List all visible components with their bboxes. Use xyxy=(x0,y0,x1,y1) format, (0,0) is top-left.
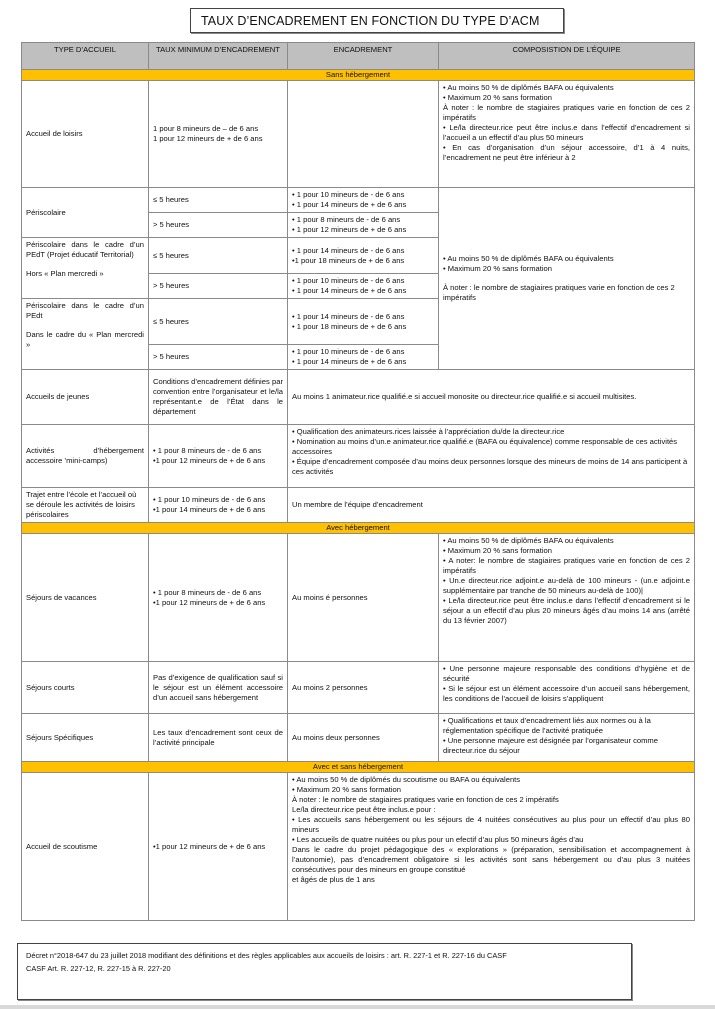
duree-cell: > 5 heures xyxy=(149,345,288,370)
type-cell: Accueil de loisirs xyxy=(22,81,149,188)
table-row xyxy=(22,81,695,188)
encadrement-line: •1 pour 18 mineurs de + de 6 ans xyxy=(292,255,405,265)
encadrement-line: • 1 pour 14 mineurs de + de 6 ans xyxy=(292,286,407,296)
composition-line: • Le/la directeur.rice peut être inclus.e dans l’effectif d’encadrement si le séjour a un effectif d’au plus 20 mineurs âgés d’au moins 14 ans (arrêté du 13 février 2007) xyxy=(443,596,690,626)
duree-cell: ≤ 5 heures xyxy=(149,299,288,345)
taux-cell: Les taux d’encadrement sont ceux de l’activité principale xyxy=(149,714,288,762)
encadrement-cell xyxy=(288,188,439,213)
composition-line: • En cas d’organisation d’un séjour accessoire, d’1 à 4 nuits, l’encadrement ne peut être inférieur à 2 xyxy=(443,143,690,163)
type-cell: Activités d’hébergement accessoire ’mini-camps) xyxy=(22,425,149,488)
table-row xyxy=(22,370,695,425)
encadrement-cell xyxy=(288,81,439,188)
encadrement-line: • 1 pour 14 mineurs de - de 6 ans xyxy=(292,245,405,255)
encadrement-cell xyxy=(288,213,439,238)
composition-line: • Au moins 50 % de diplômés du scoutisme ou BAFA ou équivalents xyxy=(292,775,521,785)
encadrement-cell: Au moins deux personnes xyxy=(288,714,439,762)
type-cell: Séjours de vacances xyxy=(22,534,149,662)
encadrement-cell xyxy=(288,425,695,488)
composition-line: • Au moins 50 % de diplômés BAFA ou équivalents xyxy=(443,254,614,264)
type-cell: Séjours courts xyxy=(22,662,149,714)
header-type-accueil: TYPE D’ACCUEIL xyxy=(22,43,149,70)
encadrement-line: • 1 pour 14 mineurs de + de 6 ans xyxy=(292,200,407,210)
page-bottom-divider xyxy=(0,1005,715,1009)
duree-cell: ≤ 5 heures xyxy=(149,238,288,274)
encadrement-line: • 1 pour 10 mineurs de - de 6 ans xyxy=(292,190,405,199)
table-row xyxy=(22,188,695,213)
type-cell xyxy=(22,238,149,299)
composition-line: À noter : le nombre de stagiaires pratiques varie en fonction de ces 2 impératifs xyxy=(443,103,690,123)
section-row xyxy=(22,523,695,534)
composition-cell xyxy=(288,773,695,921)
composition-line: • Les accueils de quatre nuitées ou plus pour un efectif d’au plus 50 mineurs âgés d’au xyxy=(292,835,584,845)
encadrement-line: • 1 pour 8 mineurs de - de 6 ans xyxy=(292,215,401,225)
type-cell: Accueil de scoutisme xyxy=(22,773,149,921)
duree-cell: > 5 heures xyxy=(149,274,288,299)
table-row xyxy=(22,714,695,762)
composition-line: • Au moins 50 % de diplômés BAFA ou équivalents xyxy=(443,83,614,92)
taux-cell xyxy=(149,81,288,188)
taux-cell xyxy=(149,488,288,523)
encadrement-line: • Qualification des animateurs.rices laissée à l’appréciation du/de la directeur.rice xyxy=(292,427,565,437)
encadrement-line: • Équipe d’encadrement composée d’au moins deux personnes lorsque des mineurs de moins de 14 ans participent à ces activités xyxy=(292,457,688,477)
section-row xyxy=(22,762,695,773)
encadrement-line: • Nomination au moins d’un.e animateur.rice qualifié.e (BAFA ou équivalence) comme responsable de ces activités accessoires xyxy=(292,437,678,457)
taux-line: •1 pour 12 mineurs de + de 6 ans xyxy=(153,597,266,607)
taux-cell: •1 pour 12 mineurs de + de 6 ans xyxy=(149,773,288,921)
type-cell: Séjours Spécifiques xyxy=(22,714,149,762)
footer-line: Décret n°2018-647 du 23 juillet 2018 modifiant des définitions et des règles applicables aux accueils de loisirs : art. R. 227-1 et R. 227-16 du CASF xyxy=(26,951,507,960)
type-cell: Accueils de jeunes xyxy=(22,370,149,425)
taux-line: • 1 pour 8 mineurs de - de 6 ans xyxy=(153,587,262,597)
encadrement-line: • 1 pour 10 mineurs de - de 6 ans xyxy=(292,276,405,286)
composition-line: À noter : le nombre de stagiaires pratiques varie en fonction de ces 2 impératifs xyxy=(443,283,675,303)
section-avec-hebergement: Avec hébergement xyxy=(22,523,695,534)
legal-references-box xyxy=(17,943,632,1000)
taux-line: •1 pour 14 mineurs de + de 6 ans xyxy=(153,505,266,515)
composition-line: Le/la directeur.rice peut être inclus.e pour : xyxy=(292,805,436,815)
encadrement-cell: Au moins é personnes xyxy=(288,534,439,662)
type-cell: Périscolaire xyxy=(22,188,149,238)
header-composition: COMPOSISTION DE L’ÉQUIPE xyxy=(439,43,695,70)
composition-cell xyxy=(439,662,695,714)
type-cell xyxy=(22,299,149,370)
encadrement-cell xyxy=(288,299,439,345)
composition-line: • Maximum 20 % sans formation xyxy=(443,546,553,556)
duree-cell: ≤ 5 heures xyxy=(149,188,288,213)
composition-line: Dans le cadre du projet pédagogique des « explorations » (préparation, sensibilisation et accompagnement à l’autonomie), pas d’encadrement obligatoire si les activités sont sans hébergement ou d’au plus 3 nuitées consécutives pour des mineurs en groupe constitué xyxy=(292,845,690,875)
type-line: Dans le cadre du « Plan mercredi » xyxy=(26,330,144,350)
type-line: Périscolaire dans le cadre d’un PEdt xyxy=(26,301,144,321)
footer-line: CASF Art. R. 227-12, R. 227-15 à R. 227-20 xyxy=(26,963,171,973)
composition-line: À noter : le nombre de stagiaires pratiques varie en fonction de ces 2 impératifs xyxy=(292,795,559,805)
type-line: Périscolaire dans le cadre d’un PEdT (Projet éducatif Territorial) xyxy=(26,240,144,260)
composition-line: • Qualifications et taux d’encadrement liés aux normes ou à la réglementation spécifique de l’activité pratiquée xyxy=(443,716,651,736)
composition-line: • Maximum 20 % sans formation xyxy=(443,93,553,103)
composition-cell xyxy=(439,188,695,370)
header-taux-minimum: TAUX MINIMUM D’ENCADREMENT xyxy=(149,43,288,70)
encadrement-line: • 1 pour 14 mineurs de - de 6 ans xyxy=(292,311,405,321)
type-line: Hors « Plan mercredi » xyxy=(26,269,104,279)
taux-cell xyxy=(149,534,288,662)
encadrement-cell: Un membre de l’équipe d’encadrement xyxy=(288,488,695,523)
encadrement-line: • 1 pour 14 mineurs de + de 6 ans xyxy=(292,357,407,367)
composition-line: • Le/la directeur.rice peut être inclus.e dans l’effectif d’encadrement si l’accueil a un effectif d’au plus 50 mineurs xyxy=(443,123,690,143)
composition-line: • Les accueils sans hébergement ou les séjours de 4 nuitées consécutives au plus pour un effectif d’au plus 80 mineurs xyxy=(292,815,690,835)
composition-line: • A noter: le nombre de stagiaires pratiques varie en fonction de ces 2 impératifs xyxy=(443,556,690,576)
composition-line: • Maximum 20 % sans formation xyxy=(443,264,553,274)
staffing-ratio-table xyxy=(21,42,695,921)
composition-line: • Si le séjour est un élément accessoire d’un accueil sans hébergement, les conditions de l’accueil de loisirs s’appliquent xyxy=(443,684,690,704)
encadrement-cell: Au moins 1 animateur.rice qualifié.e si accueil monosite ou directeur.rice qualifié.e si accueil multisites. xyxy=(288,370,695,425)
composition-line: • Au moins 50 % de diplômés BAFA ou équivalents xyxy=(443,536,614,546)
composition-line: • Un.e directeur.rice adjoint.e au-delà de 100 mineurs - (un.e adjoint.e supplémentaire par tranche de 50 mineurs au-delà de 100)| xyxy=(443,576,690,596)
encadrement-line: • 1 pour 18 mineurs de + de 6 ans xyxy=(292,321,407,331)
table-row xyxy=(22,488,695,523)
table-header-row xyxy=(22,43,695,70)
composition-cell xyxy=(439,534,695,662)
duree-cell: > 5 heures xyxy=(149,213,288,238)
encadrement-cell xyxy=(288,238,439,274)
table-row xyxy=(22,425,695,488)
encadrement-cell xyxy=(288,345,439,370)
encadrement-line: • 1 pour 12 mineurs de + de 6 ans xyxy=(292,225,407,235)
section-sans-hebergement: Sans hébergement xyxy=(22,70,695,81)
taux-cell: Pas d’exigence de qualification sauf si le séjour est un élément accessoire d’un accueil sans hébergement xyxy=(149,662,288,714)
taux-cell: Conditions d’encadrement définies par convention entre l’organisateur et le/la représentant.e de l’État dans le département xyxy=(149,370,288,425)
table-row xyxy=(22,534,695,662)
document-title: TAUX D’ENCADREMENT EN FONCTION DU TYPE D’ACM xyxy=(190,8,564,33)
table-row xyxy=(22,662,695,714)
taux-line: 1 pour 12 mineurs de + de 6 ans xyxy=(153,134,263,143)
composition-line: • Une personne majeure responsable des conditions d’hygiène et de sécurité xyxy=(443,664,690,684)
taux-line: 1 pour 8 mineurs de – de 6 ans xyxy=(153,123,259,133)
taux-line: • 1 pour 8 mineurs de - de 6 ans xyxy=(153,446,262,456)
composition-line: • Une personne majeure est désignée par l’organisateur comme directeur.rice du séjour xyxy=(443,736,658,756)
section-row xyxy=(22,70,695,81)
encadrement-cell xyxy=(288,274,439,299)
taux-line: • 1 pour 10 mineurs de - de 6 ans xyxy=(153,495,266,505)
composition-cell xyxy=(439,714,695,762)
encadrement-line: • 1 pour 10 mineurs de - de 6 ans xyxy=(292,347,405,357)
taux-line: •1 pour 12 mineurs de + de 6 ans xyxy=(153,456,266,466)
header-encadrement: ENCADREMENT xyxy=(288,43,439,70)
composition-cell xyxy=(439,81,695,188)
composition-line: • Maximum 20 % sans formation xyxy=(292,785,402,795)
table-row xyxy=(22,773,695,921)
composition-line: et âgés de plus de 1 ans xyxy=(292,875,375,885)
type-cell: Trajet entre l’école et l’accueil où se déroule les activités de loisirs périscolaires xyxy=(22,488,149,523)
section-avec-et-sans-hebergement: Avec et sans hébergement xyxy=(22,762,695,773)
encadrement-cell: Au moins 2 personnes xyxy=(288,662,439,714)
taux-cell xyxy=(149,425,288,488)
